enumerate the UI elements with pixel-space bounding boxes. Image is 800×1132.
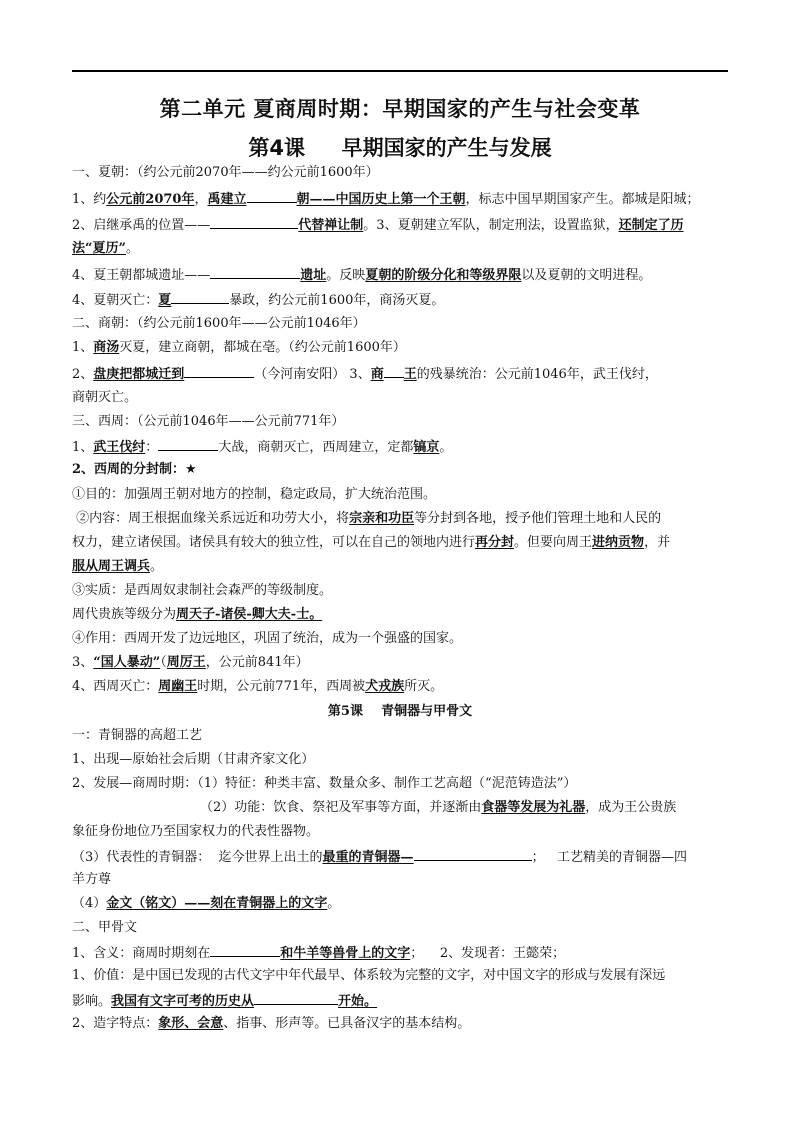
bronze-line-5: （3）代表性的青铜器： 迄今世界上出土的最重的青铜器— ； 工艺精美的青铜器—四: [72, 850, 687, 865]
fill-blank: [254, 992, 338, 1005]
zhou-line-1: 1、武王伐纣： 大战，商朝灭亡，西周建立，定都镐京。: [72, 440, 453, 455]
bronze-line-7: （4）金文（铭文）——刻在青铜器上的文字。: [72, 896, 341, 911]
fill-blank: [171, 291, 229, 304]
unit-title: 第二单元 夏商周时期：早期国家的产生与社会变革: [159, 97, 641, 121]
shang-line-3: 商朝灭亡。: [72, 390, 138, 405]
zhou-heading: 三、西周：（公元前1046年——公元前771年）: [72, 414, 345, 429]
fill-blank: [210, 216, 298, 229]
zhou-line-8: 周代贵族等级分为周天子-诸侯-卿大夫-士。: [72, 607, 323, 622]
xia-heading: 一、夏朝：（约公元前2070年——约公元前1600年）: [72, 165, 379, 180]
zhou-line-9: ④作用：西周开发了边远地区，巩固了统治，成为一个强盛的国家。: [72, 631, 463, 646]
shang-line-2: 2、盘庚把都城迁到 （今河南安阳） 3、商 王的残暴统治：公元前1046年，武王伐纣，: [72, 367, 658, 382]
fill-blank: [210, 944, 280, 957]
lesson5-title: 第5课 青铜器与甲骨文: [327, 704, 473, 719]
oracle-heading: 二、甲骨文: [72, 920, 138, 935]
bronze-line-1: 1、出现—原始社会后期（甘肃齐家文化）: [72, 752, 315, 767]
xia-line-3: 法“夏历”。: [72, 241, 139, 256]
bronze-line-3: （2）功能：饮食、祭祀及军事等方面，并逐渐由食器等发展为礼器，成为王公贵族: [200, 800, 677, 815]
zhou-line-3: ①目的：加强周王朝对地方的控制，稳定政局，扩大统治范围。: [72, 487, 437, 502]
fill-blank: [184, 365, 254, 378]
zhou-line-6: 服从周王调兵。: [72, 559, 164, 574]
zhou-line-5: 权力，建立诸侯国。诸侯具有较大的独立性，可以在自己的领地内进行再分封。但要向周王进纳贡物，并: [72, 535, 671, 550]
oracle-line-4: 2、造字特点：象形、会意、指事、形声等。已具备汉字的基本结构。: [72, 1016, 471, 1031]
bronze-heading: 一：青铜器的高超工艺: [72, 728, 203, 743]
bronze-line-6: 羊方尊: [72, 872, 112, 887]
bronze-line-4: 象征身份地位乃至国家权力的代表性器物。: [72, 824, 320, 839]
oracle-line-3: 影响。我国有文字可考的历史从 开始。: [72, 994, 378, 1009]
xia-line-2: 2、启继承禹的位置—— 代替禅让制。3、夏朝建立军队，制定刑法，设置监狱，还制定了历: [72, 218, 684, 233]
oracle-line-1: 1、含义：商周时期刻在 和牛羊等兽骨上的文字； 2、发现者：王懿荣；: [72, 946, 566, 961]
bronze-line-2: 2、发展—商周时期：（1）特征：种类丰富、数量众多、制作工艺高超（“泥范铸造法”）: [72, 776, 577, 791]
shang-heading: 二、商朝：（约公元前1600年——公元前1046年）: [72, 316, 366, 331]
xia-line-5: 4、夏朝灭亡：夏 暴政，约公元前1600年，商汤灭夏。: [72, 293, 445, 308]
fill-blank: [210, 266, 300, 279]
zhou-line-11: 4、西周灭亡：周幽王时期，公元前771年，西周被犬戎族所灭。: [72, 679, 444, 694]
zhou-line-4: ②内容：周王根据血缘关系远近和功劳大小，将宗亲和功臣等分封到各地，授予他们管理土地和人民的: [72, 511, 662, 526]
oracle-line-2: 1、价值：是中国已发现的古代文字中年代最早、体系较为完整的文字，对中国文字的形成与发展有深远: [72, 968, 666, 983]
zhou-line-2: 2、西周的分封制：★: [72, 462, 197, 477]
fill-blank: [384, 365, 404, 378]
fill-blank: [414, 848, 532, 861]
xia-line-1: 1、约公元前2070年，禹建立 朝——中国历史上第一个王朝，标志中国早期国家产生。都城是阳城；: [72, 192, 700, 207]
header-rule: [72, 70, 728, 72]
zhou-line-10: 3、“国人暴动”（周厉王，公元前841年）: [72, 655, 309, 670]
star-icon: ★: [185, 462, 197, 477]
lesson4-title: 第4课 早期国家的产生与发展: [248, 136, 552, 160]
fill-blank: [158, 438, 218, 451]
fill-blank: [247, 190, 297, 203]
xia-line-4: 4、夏王朝都城遗址—— 遗址。反映夏朝的阶级分化和等级界限以及夏朝的文明进程。: [72, 268, 652, 283]
zhou-line-7: ③实质：是西周奴隶制社会森严的等级制度。: [72, 583, 333, 598]
shang-line-1: 1、商汤灭夏，建立商朝，都城在亳。（约公元前1600年）: [72, 340, 406, 355]
